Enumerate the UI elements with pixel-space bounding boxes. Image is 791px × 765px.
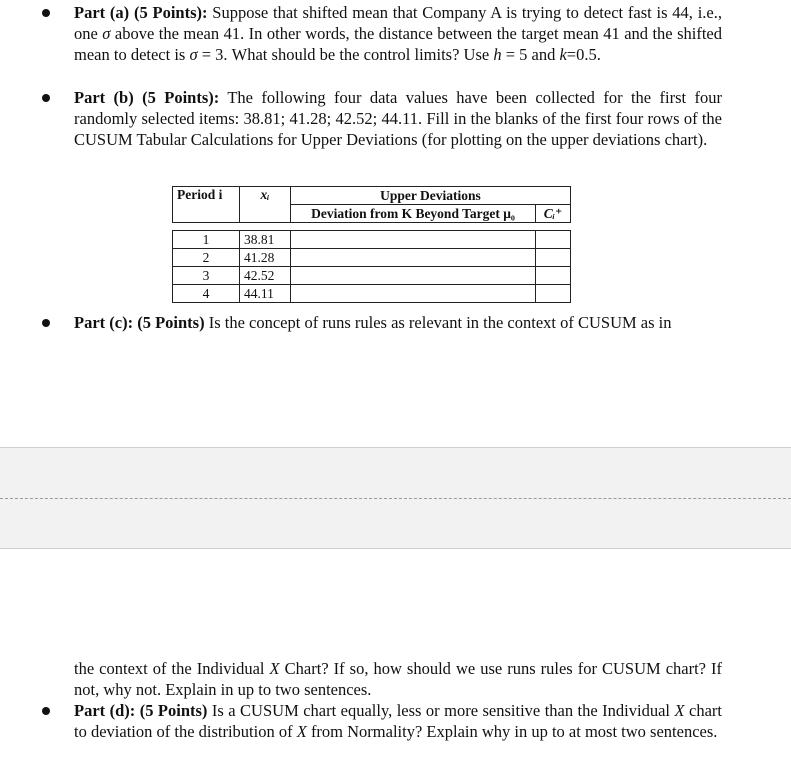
bullet-part-a: [42, 9, 50, 17]
cell-cplus-blank[interactable]: [536, 231, 571, 249]
cell-period: 3: [173, 267, 240, 285]
cell-period: 2: [173, 249, 240, 267]
cell-x: 44.11: [240, 285, 291, 303]
cell-deviation-blank[interactable]: [291, 231, 536, 249]
cell-x: 42.52: [240, 267, 291, 285]
part-c-continuation: [74, 659, 722, 701]
h-symbol: h: [493, 44, 502, 64]
cell-period: 4: [173, 285, 240, 303]
part-c-text: Chart? If so, how should we use runs rules for CUSUM chart? If not, why not. Explain in up to two sentences.: [74, 659, 723, 699]
part-a-text: Suppose that shifted mean that Company A is trying to detect fast is 44, i.e., one: [74, 3, 722, 43]
part-c-text: Is the concept of runs rules as relevant in the context of CUSUM as in: [204, 313, 672, 332]
page-break-separator: [0, 447, 791, 549]
part-b-paragraph: [74, 88, 722, 150]
table-spacer-row: [173, 223, 571, 231]
cell-x: 38.81: [240, 231, 291, 249]
x-symbol: X: [674, 701, 685, 720]
part-d-text: Is a CUSUM chart equally, less or more sensitive than the Individual: [207, 701, 675, 720]
header-cplus: Cᵢ⁺: [536, 205, 571, 223]
header-deviation: Deviation from K Beyond Target μ₀: [291, 205, 536, 223]
bullet-part-b: [42, 94, 50, 102]
sigma-symbol: σ: [189, 44, 198, 64]
x-symbol: X: [269, 659, 280, 678]
cell-deviation-blank[interactable]: [291, 285, 536, 303]
cell-cplus-blank[interactable]: [536, 285, 571, 303]
part-d-label: Part (d): (5 Points): [74, 701, 208, 720]
table-row: [173, 231, 571, 249]
page-break-dashed-line: [0, 498, 791, 499]
header-upper-deviations: Upper Deviations: [291, 187, 571, 205]
part-a-label: Part (a) (5 Points):: [74, 3, 208, 22]
header-period: Period i: [173, 187, 240, 223]
part-b-label: Part (b) (5 Points):: [74, 88, 220, 107]
cusum-table: [172, 186, 571, 303]
part-c-label: Part (c): (5 Points): [74, 313, 205, 332]
cell-deviation-blank[interactable]: [291, 249, 536, 267]
part-a-text: =0.5.: [566, 44, 601, 64]
bullet-part-c: [42, 319, 50, 327]
cell-cplus-blank[interactable]: [536, 249, 571, 267]
x-symbol: X: [296, 721, 307, 741]
part-c-first-line: [74, 313, 722, 334]
part-a-text: above the mean 41. In other words, the distance between the target mean 41 and the shifted mean to detect is: [74, 23, 723, 64]
part-d-text: chart to deviation of the distribution of: [74, 701, 722, 741]
table-row: [173, 249, 571, 267]
table-row: [173, 267, 571, 285]
part-c-text: the context of the Individual: [74, 659, 270, 678]
header-x: xᵢ: [240, 187, 291, 223]
cell-period: 1: [173, 231, 240, 249]
cell-x: 41.28: [240, 249, 291, 267]
k-symbol: k: [559, 44, 567, 64]
bullet-part-d: [42, 707, 50, 715]
sigma-symbol: σ: [102, 23, 111, 43]
cell-cplus-blank[interactable]: [536, 267, 571, 285]
part-b-text: The following four data values have been collected for the first four randomly selected items: 38.81; 41.28; 42.52; 44.11. Fill in the blanks of the first four rows of the CUSUM Tabular Calculations for Upper Deviations (for plotting on the upper deviations chart).: [74, 88, 722, 149]
table-row: [173, 285, 571, 303]
part-a-paragraph: [74, 3, 722, 65]
cell-deviation-blank[interactable]: [291, 267, 536, 285]
part-a-text: = 3. What should be the control limits? Use: [197, 44, 494, 64]
part-d-paragraph: [74, 701, 722, 743]
part-a-text: = 5 and: [501, 44, 560, 64]
part-d-text: from Normality? Explain why in up to at most two sentences.: [306, 721, 718, 741]
